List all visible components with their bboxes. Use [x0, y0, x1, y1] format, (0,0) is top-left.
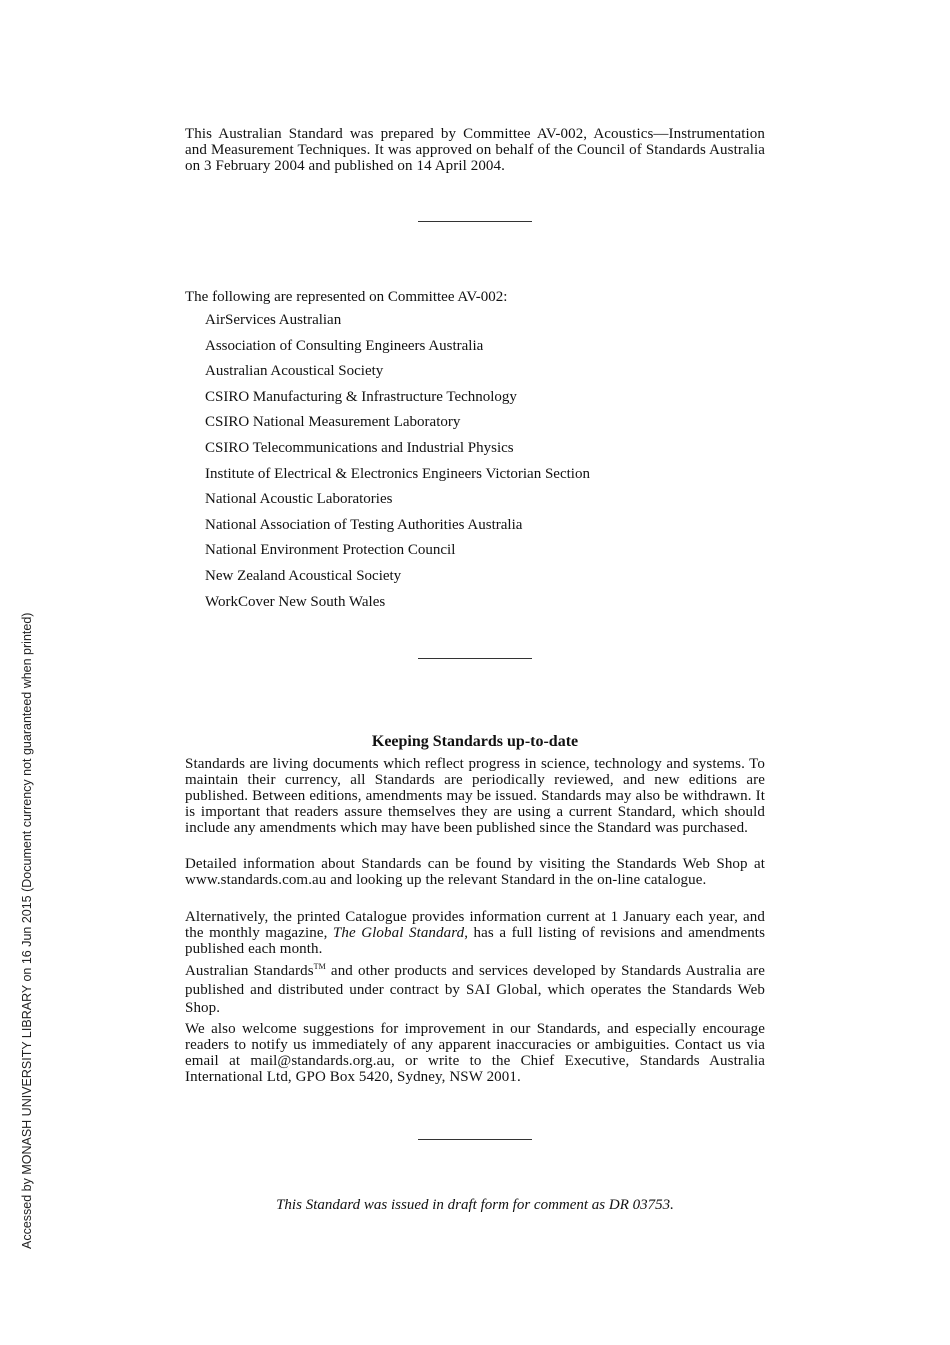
organisation-item: WorkCover New South Wales	[205, 593, 386, 610]
paragraph-feedback: We also welcome suggestions for improvement in our Standards, and especially encourage readers to notify us immediately of any apparent inaccuracies or ambiguities. Contact us via email at mail@standards.org.au, or write to the Chief Executive, Standards Australia International Ltd, GPO Box 5420, Sydney, NSW 2001.	[185, 1021, 765, 1085]
sai-global-text: and other products and services developed by Standards Australia are published and distributed under contract by SAI Global, which operates the Standards Web Shop.	[185, 963, 765, 1016]
organisation-item: Australian Acoustical Society	[205, 363, 384, 380]
organisation-item: Institute of Electrical & Electronics Engineers Victorian Section	[205, 465, 590, 482]
organisation-item: CSIRO Manufacturing & Infrastructure Technology	[205, 388, 517, 405]
section-heading: Keeping Standards up-to-date	[371, 733, 579, 750]
organisation-item: National Environment Protection Council	[205, 542, 456, 559]
trademark-mark: TM	[313, 962, 326, 971]
organisation-list	[205, 311, 590, 618]
organisation-item: CSIRO Telecommunications and Industrial Physics	[205, 439, 514, 456]
paragraph-catalogue	[185, 909, 765, 957]
section-divider	[418, 221, 532, 222]
catalogue-text-end: , has a full listing of revisions and amendments published each month.	[185, 925, 766, 957]
paragraph-web-shop: Detailed information about Standards can be found by visiting the Standards Web Shop at www.standards.com.au and looking up the relevant Standard in the on-line catalogue.	[185, 856, 765, 888]
draft-note: This Standard was issued in draft form for comment as DR 03753.	[276, 1197, 674, 1213]
organisation-item: National Acoustic Laboratories	[205, 491, 393, 508]
organisation-item: CSIRO National Measurement Laboratory	[205, 414, 461, 431]
paragraph-living-documents: Standards are living documents which reflect progress in science, technology and systems. To maintain their currency, all Standards are periodically reviewed, and new editions are published. Between editions, amendments may be issued. Standards may also be withdrawn. It is important that readers assure themselves they are using a current Standard, which should include any amendments which may have been published since the Standard was purchased.	[185, 756, 765, 836]
brand-name: Australian Standards	[185, 963, 314, 979]
organisation-item: National Association of Testing Authorities Australia	[205, 516, 523, 533]
section-divider	[418, 1139, 532, 1140]
organisation-item: AirServices Australian	[205, 312, 342, 328]
access-stamp: Accessed by MONASH UNIVERSITY LIBRARY on 16 Jun 2015 (Document currency not guaranteed when printed)	[20, 612, 34, 1249]
organisation-item: New Zealand Acoustical Society	[205, 567, 402, 584]
catalogue-text: Alternatively, the printed Catalogue provides information current at 1 January each year, and the monthly magazine,	[185, 909, 765, 941]
section-divider	[418, 658, 532, 659]
paragraph-sai-global	[185, 962, 765, 1018]
organisation-item: Association of Consulting Engineers Australia	[205, 337, 484, 354]
representation-intro: The following are represented on Committee AV-002:	[185, 289, 508, 305]
prepared-statement: This Australian Standard was prepared by Committee AV-002, Acoustics—Instrumentation and Measurement Techniques. It was approved on behalf of the Council of Standards Australia on 3 February 2004 and published on 14 April 2004.	[185, 126, 765, 174]
magazine-title: The Global Standard	[332, 925, 465, 941]
